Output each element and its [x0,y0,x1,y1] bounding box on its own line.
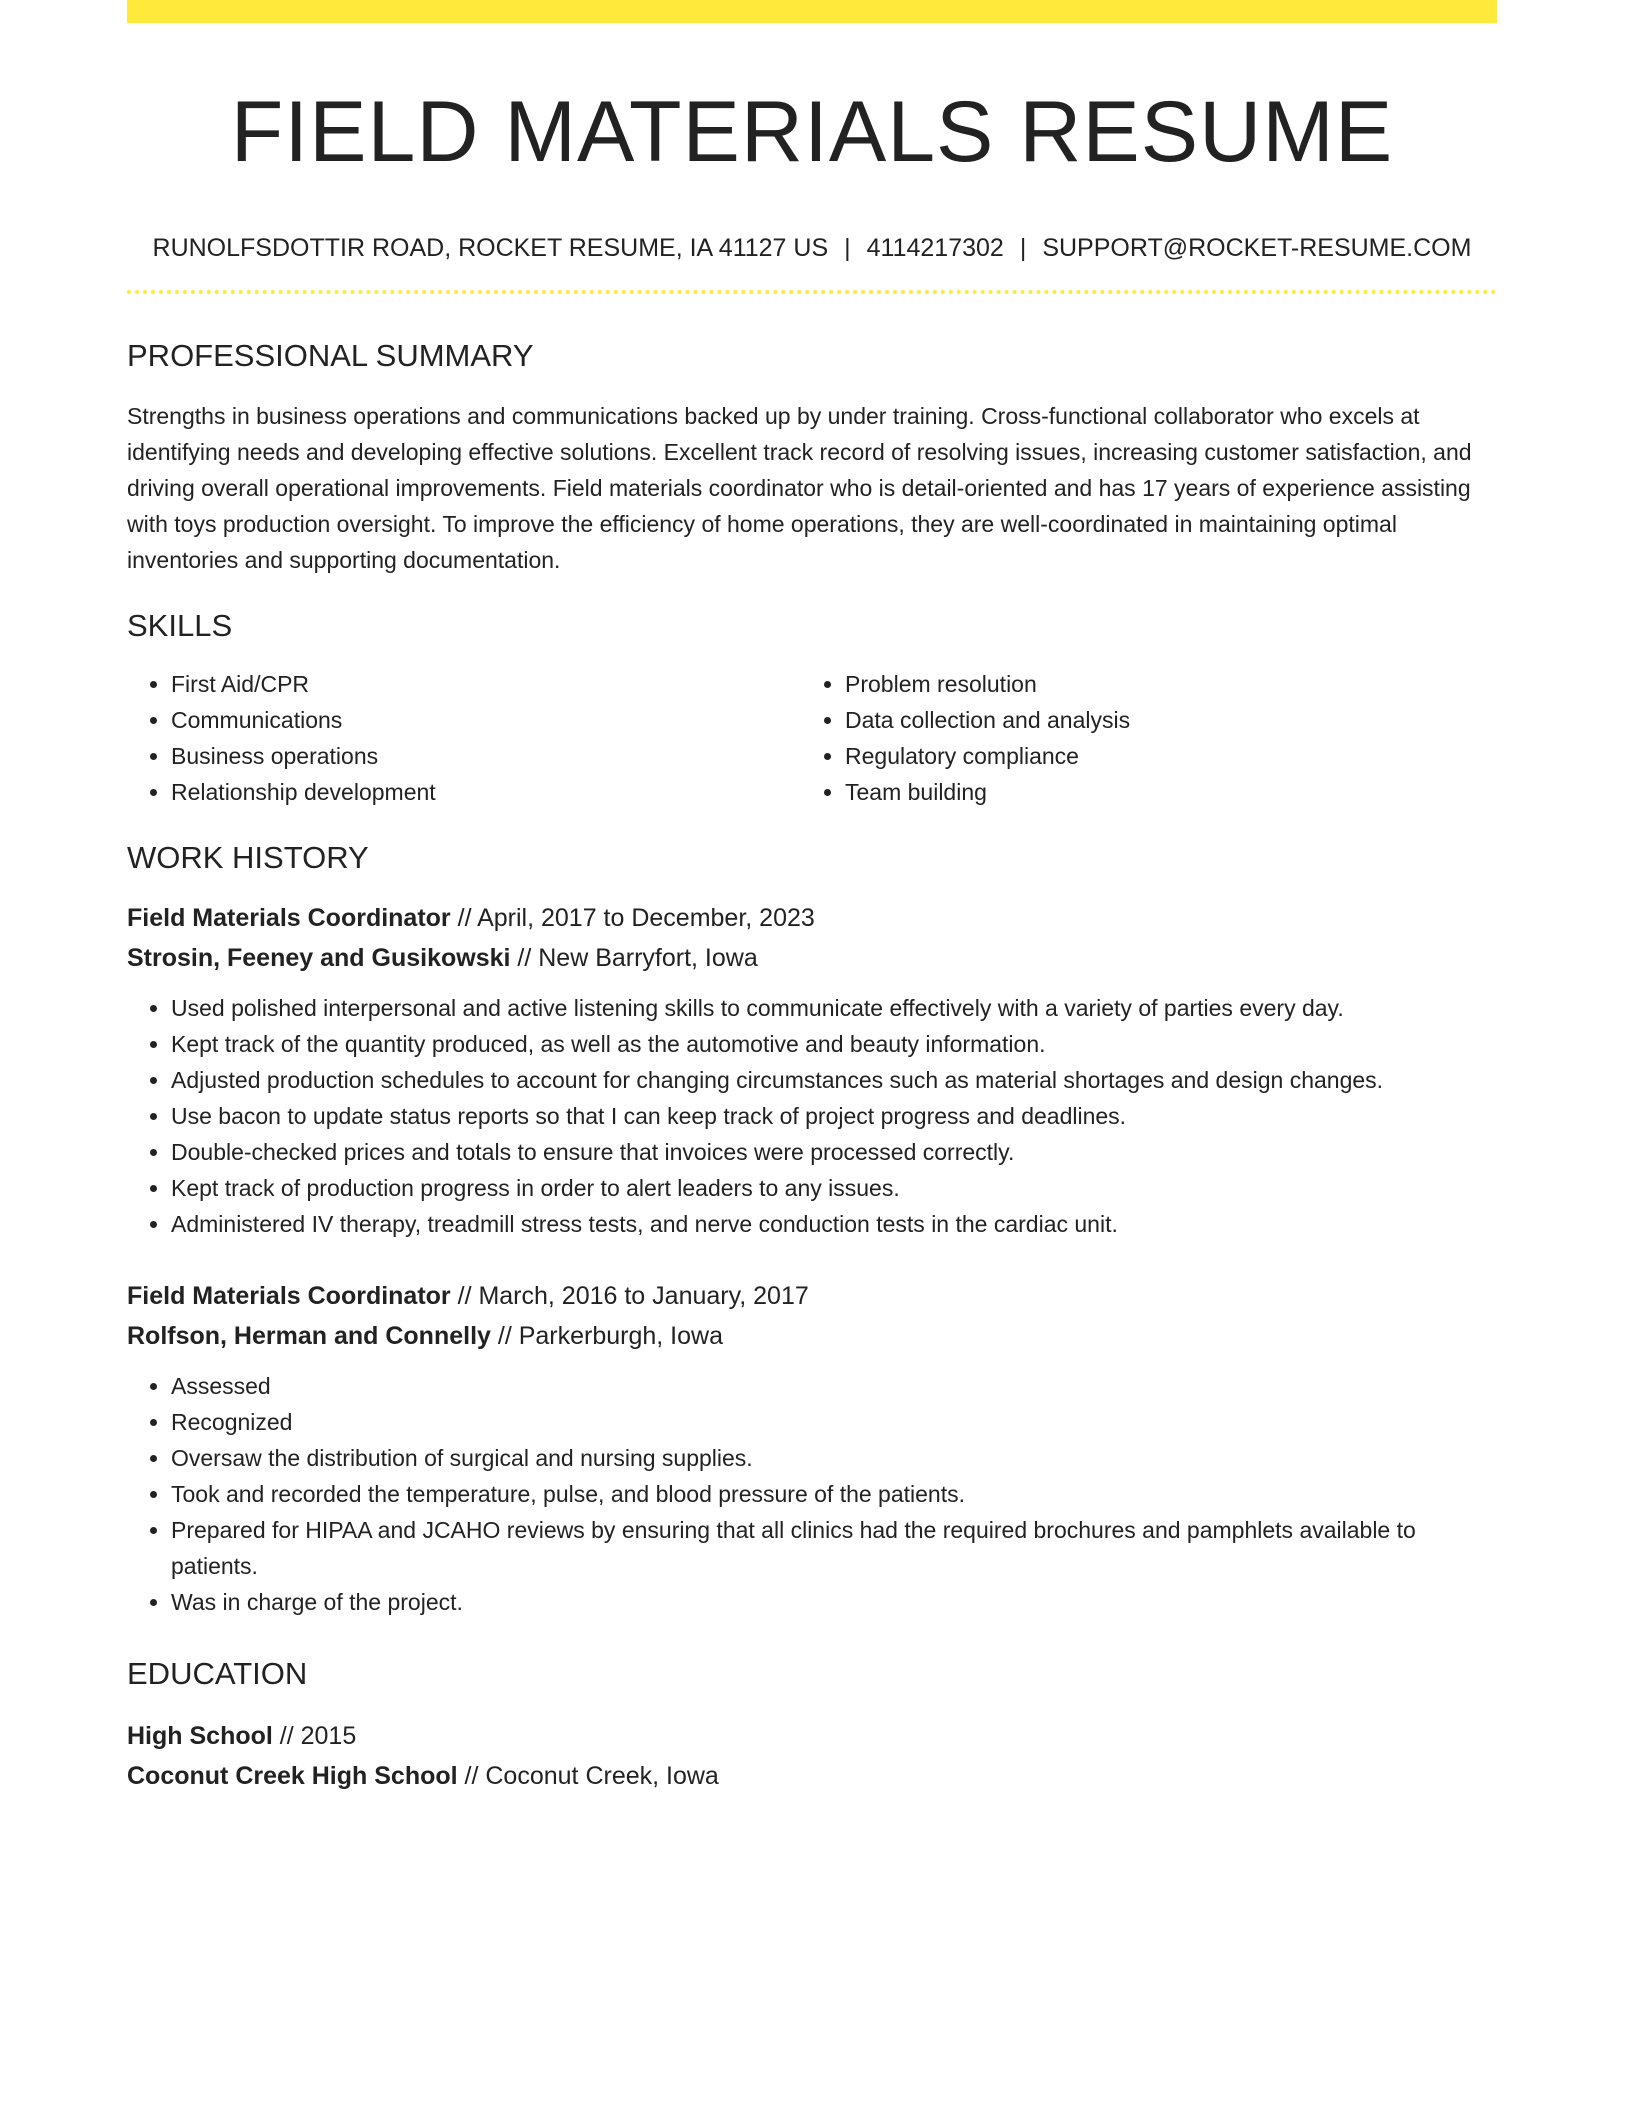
skill-item: • Team building [845,774,1475,810]
contact-line [127,232,1497,264]
skill-item: • First Aid/CPR [171,666,801,702]
skill-item: • Data collection and analysis [845,702,1475,738]
resume-content [127,0,1497,1796]
job-company-line [127,938,1497,978]
skill-item: • Regulatory compliance [845,738,1475,774]
skills-list [127,666,1497,810]
skills-column-left [127,666,801,810]
contact-address: RUNOLFSDOTTIR ROAD, ROCKET RESUME, IA 41127 US [152,234,829,262]
job-location: // Parkerburgh, Iowa [490,1322,723,1350]
education-school-line [127,1756,1497,1796]
job-title-line [127,1276,1497,1316]
duty-item: • Assessed [171,1368,1497,1404]
contact-phone: 4114217302 [866,234,1004,262]
education-year: // 2015 [272,1722,357,1750]
skills-column-right [801,666,1475,810]
duty-item: • Used polished interpersonal and active listening skills to communicate effectively with a variety of parties every day. [171,990,1497,1026]
job-company: Rolfson, Herman and Connelly [127,1322,491,1350]
contact-email: SUPPORT@ROCKET-RESUME.COM [1042,234,1472,262]
skill-item: • Communications [171,702,801,738]
education-degree: High School [127,1722,273,1750]
job-dates: // March, 2016 to January, 2017 [450,1282,809,1310]
duty-item: • Was in charge of the project. [171,1584,1497,1620]
duty-item: • Prepared for HIPAA and JCAHO reviews by ensuring that all clinics had the required brochures and pamphlets available to patients. [171,1512,1497,1584]
job-company-line [127,1316,1497,1356]
duty-item: • Adjusted production schedules to account for changing circumstances such as material shortages and design changes. [171,1062,1497,1098]
job-company: Strosin, Feeney and Gusikowski [127,944,511,972]
summary-text: Strengths in business operations and communications backed up by under training. Cross-functional collaborator who excels at identifying needs and developing effective solutions. Excellent track record of resolving issues, increasing customer satisfaction, and driving overall operational improvements. Field materials coordinator who is detail-oriented and has 17 years of experience assisting with toys production oversight. To improve the efficiency of home operations, they are well-coordinated in maintaining optimal inventories and supporting documentation. [127,403,1472,573]
job-entry [127,1276,1497,1620]
resume-title: FIELD MATERIALS RESUME [230,84,1394,180]
contact-separator: | [1019,234,1027,262]
duty-item: • Oversaw the distribution of surgical and nursing supplies. [171,1440,1497,1476]
skills-heading: SKILLS [127,608,233,643]
education-degree-line [127,1716,1497,1756]
job-duties [127,990,1497,1242]
skill-item: • Relationship development [171,774,801,810]
duty-item: • Recognized [171,1404,1497,1440]
duty-item: • Use bacon to update status reports so that I can keep track of project progress and deadlines. [171,1098,1497,1134]
duty-item: • Kept track of the quantity produced, as well as the automotive and beauty information. [171,1026,1497,1062]
education-heading: EDUCATION [127,1656,308,1691]
duty-item: • Double-checked prices and totals to ensure that invoices were processed correctly. [171,1134,1497,1170]
duty-item: • Took and recorded the temperature, pulse, and blood pressure of the patients. [171,1476,1497,1512]
job-dates: // April, 2017 to December, 2023 [450,904,815,932]
duty-item: • Kept track of production progress in order to alert leaders to any issues. [171,1170,1497,1206]
job-duties [127,1368,1497,1620]
job-location: // New Barryfort, Iowa [510,944,758,972]
skill-item: • Business operations [171,738,801,774]
summary-heading: PROFESSIONAL SUMMARY [127,338,534,373]
job-entry [127,898,1497,1242]
education-location: // Coconut Creek, Iowa [457,1762,719,1790]
education-entry [127,1716,1497,1796]
duty-item: • Administered IV therapy, treadmill stress tests, and nerve conduction tests in the cardiac unit. [171,1206,1497,1242]
job-title: Field Materials Coordinator [127,904,451,932]
work-history-heading: WORK HISTORY [127,840,369,875]
job-title: Field Materials Coordinator [127,1282,451,1310]
contact-separator: | [844,234,851,262]
skill-item: • Problem resolution [845,666,1475,702]
job-title-line [127,898,1497,938]
education-school: Coconut Creek High School [127,1762,458,1790]
dotted-divider [127,290,1497,294]
